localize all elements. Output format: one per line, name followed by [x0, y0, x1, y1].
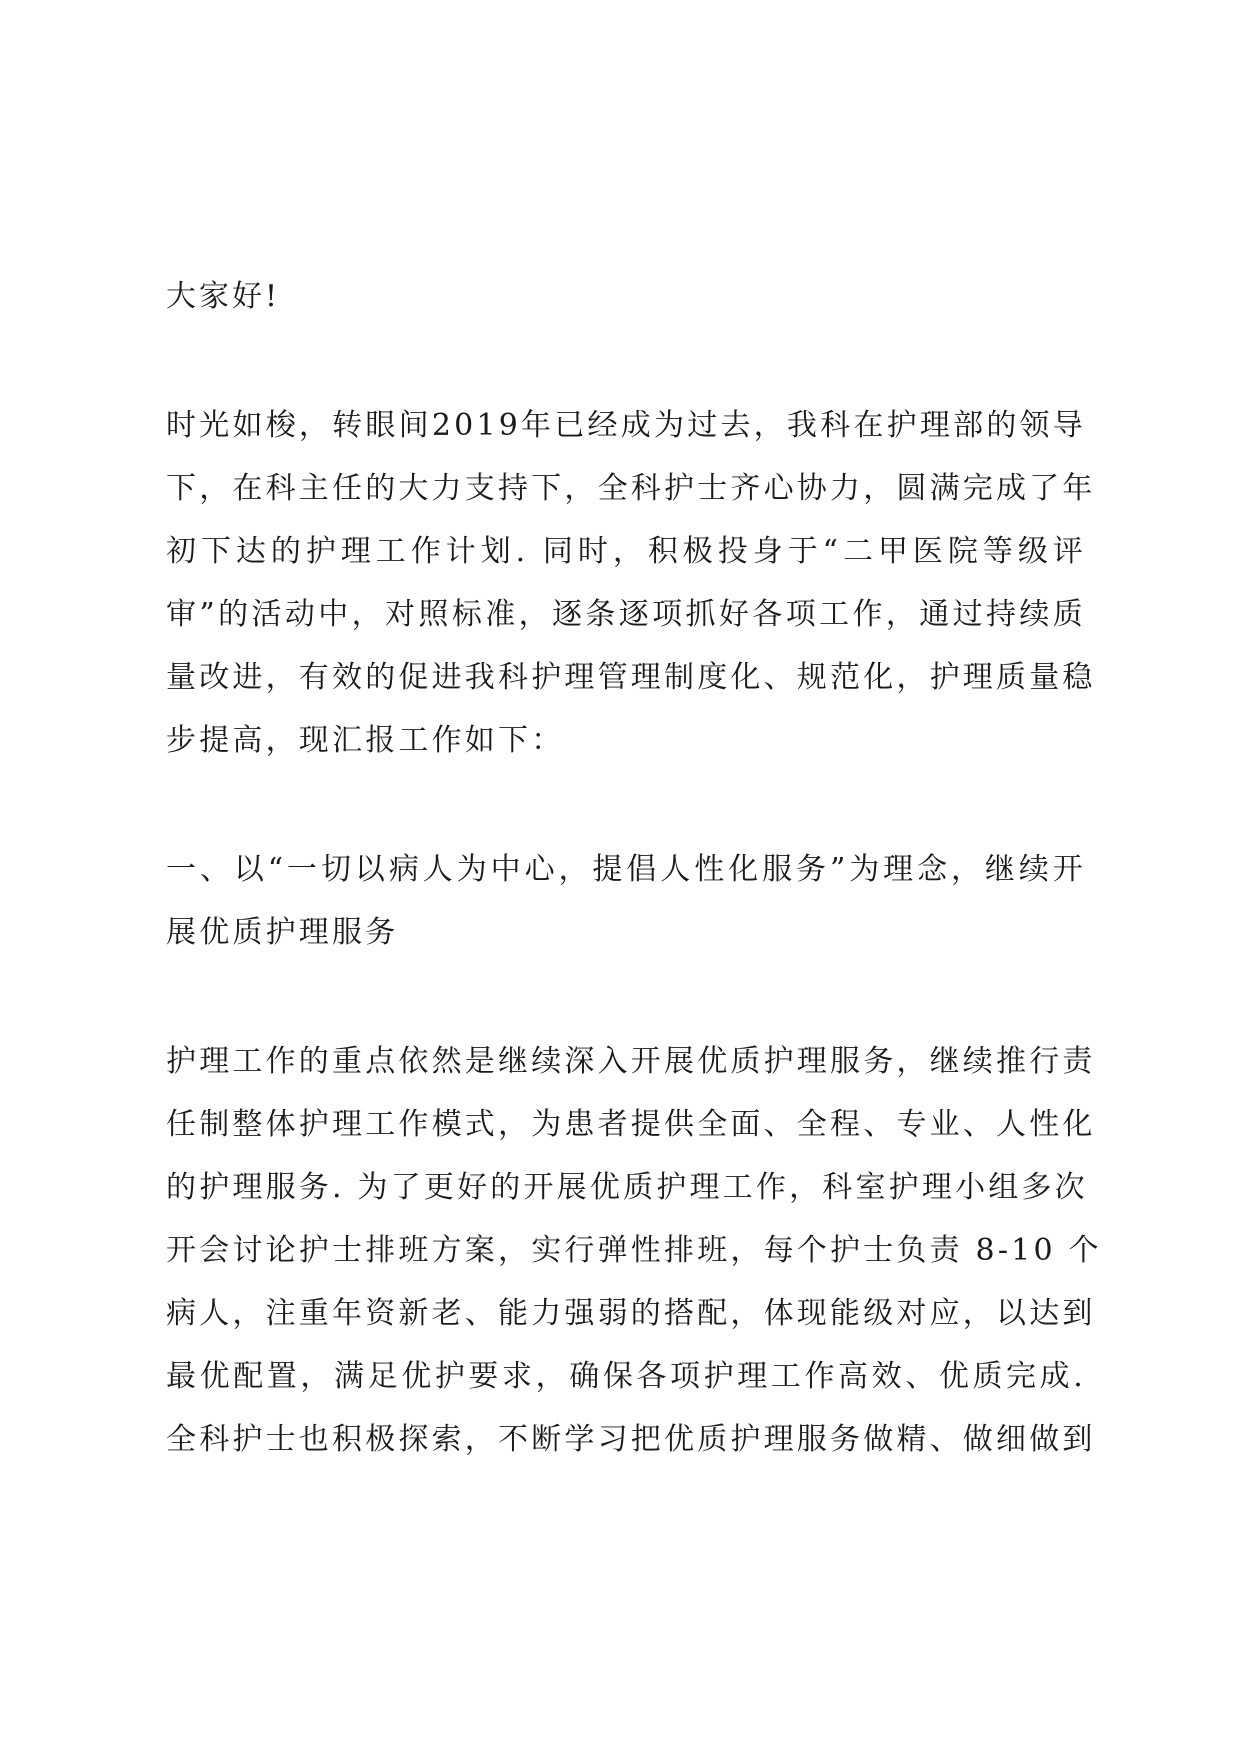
- text-line: 护理工作的重点依然是继续深入开展优质护理服务，继续推行责: [166, 1044, 1096, 1079]
- heading-line: 一、以“一切以病人为中心，提倡人性化服务”为理念，继续开: [166, 852, 1086, 887]
- text-line: 病人，注重年资新老、能力强弱的搭配，体现能级对应，以达到: [166, 1296, 1096, 1331]
- greeting: [166, 265, 1086, 328]
- text-line: 初下达的护理工作计划. 同时，积极投身于“二甲医院等级评: [166, 534, 1086, 569]
- text-line: 全科护士也积极探索，不断学习把优质护理服务做精、做细做到: [166, 1422, 1096, 1457]
- text-line: 审”的活动中，对照标准，逐条逐项抓好各项工作，通过持续质: [166, 597, 1086, 632]
- paragraph-intro: [166, 394, 1096, 772]
- text-line: 量改进，有效的促进我科护理管理制度化、规范化，护理质量稳: [166, 660, 1096, 695]
- heading-line: 展优质护理服务: [166, 915, 399, 950]
- text-line: 的护理服务. 为了更好的开展优质护理工作，科室护理小组多次: [166, 1170, 1088, 1205]
- paragraph-gap: [166, 328, 1086, 394]
- paragraph-service: [166, 1030, 1102, 1471]
- text-line: 下，在科主任的大力支持下，全科护士齐心协力，圆满完成了年: [166, 471, 1096, 506]
- text-line: 最优配置，满足优护要求，确保各项护理工作高效、优质完成.: [166, 1359, 1086, 1394]
- text-line: 开会讨论护士排班方案，实行弹性排班，每个护士负责 8-10 个: [166, 1233, 1102, 1268]
- greeting-line: 大家好!: [166, 279, 281, 314]
- text-line: 任制整体护理工作模式，为患者提供全面、全程、专业、人性化: [166, 1107, 1096, 1142]
- document-body: [166, 265, 1102, 1471]
- paragraph-gap: [166, 772, 1086, 838]
- text-line: 时光如梭，转眼间2019年已经成为过去，我科在护理部的领导: [166, 408, 1086, 443]
- section-heading-1: [166, 838, 1086, 964]
- text-line: 步提高，现汇报工作如下：: [166, 723, 565, 758]
- paragraph-gap: [166, 964, 1086, 1030]
